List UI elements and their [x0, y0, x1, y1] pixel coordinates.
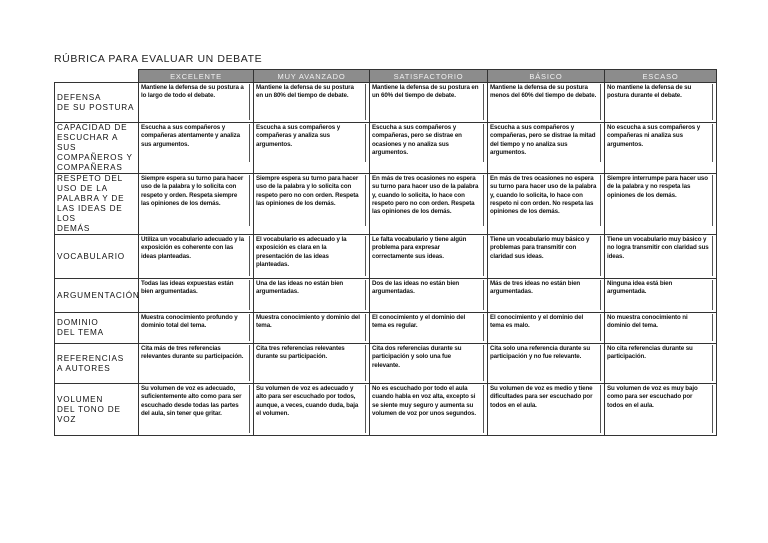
descriptor-text: Su volumen de voz es adecuado y alto para ser escuchado por todos, aunque, a veces, cuando duda, baja el volumen. [255, 385, 366, 433]
rubric-cell-escaso [605, 384, 717, 436]
descriptor-text: Su volumen de voz es muy bajo como para ser escuchado por todos en el aula. [606, 385, 713, 433]
rubric-cell-basico [488, 344, 605, 384]
rubric-cell-satisfactorio [370, 83, 488, 123]
descriptor-text: Mantiene la defensa de su postura en un 80% del tiempo de debate. [255, 84, 366, 120]
descriptor-text: Escucha a sus compañeros y compañeras, pero se distrae la mitad del tiempo y no analiza sus argumentos. [489, 124, 601, 162]
descriptor-text: Dos de las ideas no están bien argumentadas. [371, 280, 484, 310]
rubric-cell-muy-avanzado [254, 123, 370, 174]
rubric-cell-excelente [139, 123, 254, 174]
header-row [55, 70, 717, 83]
rubric-cell-excelente [139, 174, 254, 235]
rubric-cell-muy-avanzado [254, 279, 370, 313]
descriptor-text: Tiene un vocabulario muy básico y no logra transmitir con claridad sus ideas. [606, 236, 713, 276]
rubric-cell-escaso [605, 83, 717, 123]
column-header-escaso: ESCASO [605, 70, 717, 83]
rubric-cell-basico [488, 235, 605, 279]
rubric-cell-muy-avanzado [254, 384, 370, 436]
descriptor-text: Cita tres referencias relevantes durante su participación. [255, 345, 366, 381]
descriptor-text: No muestra conocimiento ni dominio del tema. [606, 314, 713, 341]
descriptor-text: El conocimiento y el dominio del tema es regular. [371, 314, 484, 341]
table-row-respeto-del-uso-de-la-palabra [55, 174, 717, 235]
criterion-label: DOMINIO DEL TEMA [57, 318, 104, 337]
descriptor-text: Escucha a sus compañeros y compañeras, pero se distrae en ocasiones y no analiza sus argumentos. [371, 124, 484, 162]
rubric-table [54, 69, 717, 436]
descriptor-text: El conocimiento y el dominio del tema es malo. [489, 314, 601, 341]
rubric-cell-satisfactorio [370, 344, 488, 384]
descriptor-text: Siempre interrumpe para hacer uso de la palabra y no respeta las opiniones de los demás. [606, 175, 713, 226]
header-corner [55, 70, 139, 83]
descriptor-text: Más de tres ideas no están bien argumentadas. [489, 280, 601, 310]
rubric-cell-muy-avanzado [254, 313, 370, 344]
column-header-excelente: EXCELENTE [139, 70, 254, 83]
table-row-volumen-del-tono-de-voz [55, 384, 717, 436]
page-title: RÚBRICA PARA EVALUAR UN DEBATE [54, 53, 263, 65]
descriptor-text: Mantiene la defensa de su postura menos del 60% del tiempo de debate. [489, 84, 601, 120]
rubric-cell-satisfactorio [370, 235, 488, 279]
descriptor-text: Cita dos referencias durante su participación y solo una fue relevante. [371, 345, 484, 381]
criterion-cell [55, 344, 139, 384]
descriptor-text: Tiene un vocabulario muy básico y problemas para transmitir con claridad sus ideas. [489, 236, 601, 276]
table-row-dominio-del-tema [55, 313, 717, 344]
rubric-cell-basico [488, 279, 605, 313]
rubric-cell-muy-avanzado [254, 344, 370, 384]
descriptor-text: Siempre espera su turno para hacer uso de la palabra y lo solicita con respeto pero no con orden. Respeta las opiniones de los demás. [255, 175, 366, 226]
table-row-vocabulario [55, 235, 717, 279]
descriptor-text: El vocabulario es adecuado y la exposición es clara en la presentación de las ideas planteadas. [255, 236, 366, 276]
descriptor-text: Escucha a sus compañeros y compañeras y analiza sus argumentos. [255, 124, 366, 162]
rubric-cell-escaso [605, 235, 717, 279]
descriptor-text: Le falta vocabulario y tiene algún problema para expresar correctamente sus ideas. [371, 236, 484, 276]
criterion-label: VOLUMEN DEL TONO DE VOZ [57, 394, 121, 424]
descriptor-text: En más de tres ocasiones no espera su turno para hacer uso de la palabra y, cuando lo solicita, lo hace con respeto ni con orden. No respeta las opiniones de los demás. [489, 175, 601, 226]
descriptor-text: Muestra conocimiento y dominio del tema. [255, 314, 366, 341]
rubric-cell-excelente [139, 344, 254, 384]
column-header-muy-avanzado: MUY AVANZADO [254, 70, 370, 83]
descriptor-text: Utiliza un vocabulario adecuado y la exposición es coherente con las ideas planteadas. [140, 236, 250, 276]
criterion-label: RESPETO DEL USO DE LA PALABRA Y DE LAS IDEAS DE LOS DEMÁS [57, 174, 125, 233]
criterion-label: REFERENCIAS A AUTORES [57, 353, 125, 373]
rubric-cell-escaso [605, 123, 717, 174]
rubric-cell-escaso [605, 313, 717, 344]
descriptor-text: Cita solo una referencia durante su participación y no fue relevante. [489, 345, 601, 381]
table-row-referencias-a-autores [55, 344, 717, 384]
column-header-basico: BÁSICO [488, 70, 605, 83]
rubric-cell-basico [488, 123, 605, 174]
descriptor-text: Siempre espera su turno para hacer uso de la palabra y lo solicita con respeto y orden. Respeta siempre las opiniones de los demás. [140, 175, 250, 226]
descriptor-text: No escucha a sus compañeros y compañeras ni analiza sus argumentos. [606, 124, 713, 162]
descriptor-text: Muestra conocimiento profundo y dominio total del tema. [140, 314, 250, 341]
rubric-cell-satisfactorio [370, 174, 488, 235]
rubric-cell-satisfactorio [370, 313, 488, 344]
descriptor-text: No cita referencias durante su participación. [606, 345, 713, 381]
table-row-defensa-de-su-postura [55, 83, 717, 123]
rubric-cell-basico [488, 83, 605, 123]
rubric-cell-escaso [605, 174, 717, 235]
criterion-label: VOCABULARIO [57, 251, 125, 261]
descriptor-text: Todas las ideas expuestas están bien argumentadas. [140, 280, 250, 310]
criterion-label: ARGUMENTACIÓN [57, 290, 140, 300]
criterion-cell [55, 174, 139, 235]
table-row-capacidad-de-escuchar [55, 123, 717, 174]
rubric-cell-satisfactorio [370, 123, 488, 174]
rubric-cell-escaso [605, 279, 717, 313]
criterion-cell [55, 235, 139, 279]
rubric-cell-muy-avanzado [254, 235, 370, 279]
rubric-cell-excelente [139, 83, 254, 123]
descriptor-text: Su volumen de voz es adecuado, suficientemente alto como para ser escuchado desde todas las partes del aula, sin tener que gritar. [140, 385, 250, 433]
rubric-cell-basico [488, 384, 605, 436]
column-header-satisfactorio: SATISFACTORIO [370, 70, 488, 83]
rubric-cell-basico [488, 313, 605, 344]
criterion-cell [55, 313, 139, 344]
criterion-label: CAPACIDAD DE ESCUCHAR A SUS COMPAÑEROS Y COMPAÑERAS [57, 123, 133, 172]
criterion-cell [55, 384, 139, 436]
table-row-argumentacion [55, 279, 717, 313]
rubric-cell-satisfactorio [370, 279, 488, 313]
criterion-label: DEFENSA DE SU POSTURA [57, 92, 135, 112]
rubric-cell-excelente [139, 235, 254, 279]
descriptor-text: Su volumen de voz es medio y tiene dificultades para ser escuchado por todos en el aula. [489, 385, 601, 433]
criterion-cell [55, 279, 139, 313]
descriptor-text: En más de tres ocasiones no espera su turno para hacer uso de la palabra y, cuando lo solicita, lo hace con respeto pero no con orden. Respeta las opiniones de los demás. [371, 175, 484, 226]
descriptor-text: No es escuchado por todo el aula cuando habla en voz alta, excepto si se siente muy seguro y aumenta su volumen de voz por unos segundos. [371, 385, 484, 433]
descriptor-text: Mantiene la defensa de su postura en un 60% del tiempo de debate. [371, 84, 484, 120]
criterion-cell [55, 83, 139, 123]
rubric-cell-muy-avanzado [254, 83, 370, 123]
criterion-cell [55, 123, 139, 174]
rubric-cell-basico [488, 174, 605, 235]
rubric-cell-escaso [605, 344, 717, 384]
rubric-cell-excelente [139, 313, 254, 344]
rubric-cell-satisfactorio [370, 384, 488, 436]
descriptor-text: Una de las ideas no están bien argumentadas. [255, 280, 366, 310]
rubric-cell-excelente [139, 279, 254, 313]
descriptor-text: Ninguna idea está bien argumentada. [606, 280, 713, 310]
descriptor-text: Cita más de tres referencias relevantes durante su participación. [140, 345, 250, 381]
descriptor-text: No mantiene la defensa de su postura durante el debate. [606, 84, 713, 120]
rubric-cell-muy-avanzado [254, 174, 370, 235]
descriptor-text: Mantiene la defensa de su postura a lo largo de todo el debate. [140, 84, 250, 120]
descriptor-text: Escucha a sus compañeros y compañeras atentamente y analiza sus argumentos. [140, 124, 250, 162]
rubric-cell-excelente [139, 384, 254, 436]
